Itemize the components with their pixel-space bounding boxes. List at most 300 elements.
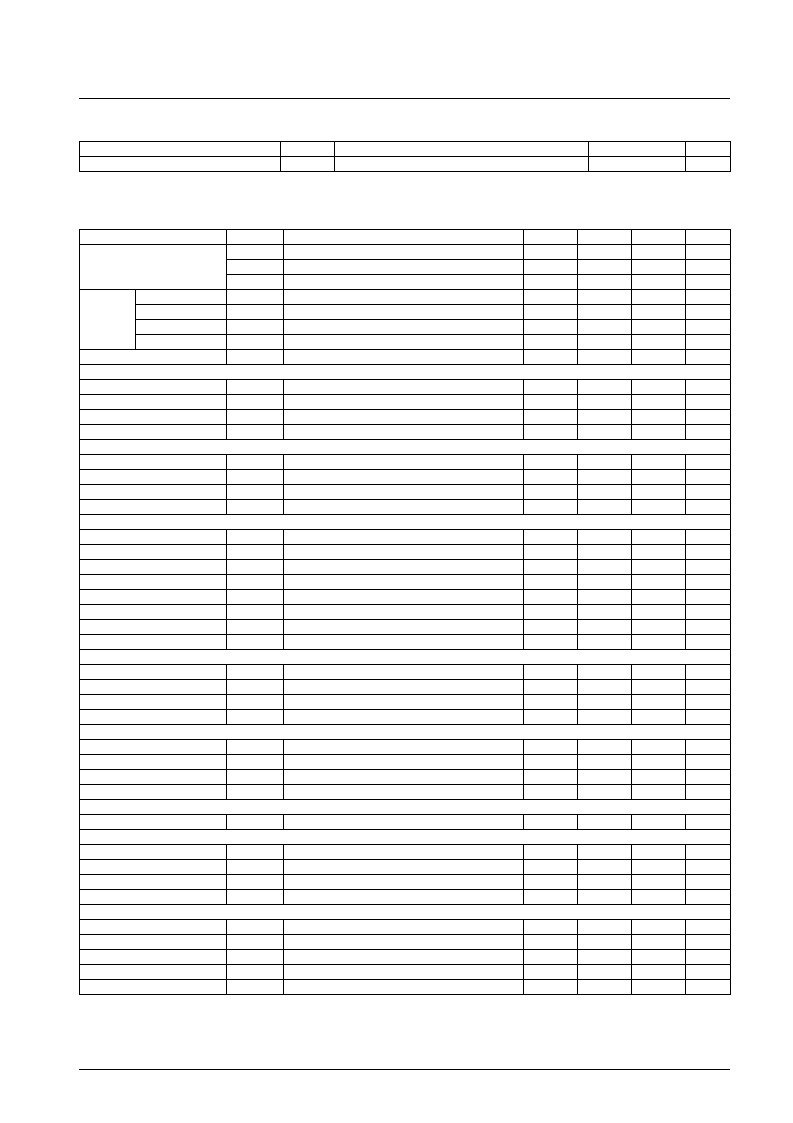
table-cell — [686, 560, 731, 575]
table-cell — [578, 710, 632, 725]
table-cell — [578, 260, 632, 275]
table-cell — [524, 605, 578, 620]
table-cell — [227, 395, 284, 410]
table-cell — [524, 410, 578, 425]
table-cell — [578, 815, 632, 830]
table-cell — [80, 905, 731, 920]
table-cell — [80, 530, 227, 545]
table-cell — [578, 680, 632, 695]
table-cell — [227, 710, 284, 725]
table-cell — [524, 275, 578, 290]
table-cell — [578, 395, 632, 410]
table-cell — [578, 290, 632, 305]
table-cell — [80, 725, 731, 740]
table-cell — [524, 455, 578, 470]
table-cell — [524, 320, 578, 335]
table-cell — [80, 350, 227, 365]
table-cell — [284, 605, 524, 620]
table-cell — [686, 845, 731, 860]
table-cell — [524, 635, 578, 650]
table-row — [80, 770, 731, 785]
table-cell — [227, 935, 284, 950]
table-cell — [284, 845, 524, 860]
table-cell — [686, 590, 731, 605]
table-cell — [284, 950, 524, 965]
table-cell — [578, 335, 632, 350]
table-cell — [80, 142, 281, 157]
table-cell — [632, 395, 686, 410]
table-cell — [284, 275, 524, 290]
table-cell — [284, 500, 524, 515]
table-cell — [524, 485, 578, 500]
table-cell — [632, 470, 686, 485]
table-cell — [284, 755, 524, 770]
table-cell — [227, 950, 284, 965]
table-cell — [632, 320, 686, 335]
table-cell — [524, 770, 578, 785]
table-cell — [578, 920, 632, 935]
table-cell — [524, 305, 578, 320]
table-row — [80, 755, 731, 770]
table-cell — [686, 350, 731, 365]
table-row — [80, 142, 731, 157]
table-cell — [686, 695, 731, 710]
table-cell — [284, 410, 524, 425]
table-cell — [632, 620, 686, 635]
table-cell — [227, 560, 284, 575]
table-cell — [632, 545, 686, 560]
table-cell — [80, 605, 227, 620]
table-cell — [284, 965, 524, 980]
table-cell — [578, 620, 632, 635]
table-row — [80, 605, 731, 620]
table-cell — [80, 710, 227, 725]
table-cell — [578, 455, 632, 470]
table-cell — [524, 815, 578, 830]
table-cell — [227, 845, 284, 860]
table-cell — [578, 635, 632, 650]
table-cell — [686, 815, 731, 830]
table-row — [80, 485, 731, 500]
table-cell — [578, 275, 632, 290]
table-cell — [284, 620, 524, 635]
table-cell — [524, 980, 578, 995]
table-cell — [686, 575, 731, 590]
table-cell — [80, 245, 227, 290]
table-row — [80, 350, 731, 365]
table-cell — [686, 410, 731, 425]
table-cell — [686, 425, 731, 440]
table-cell — [80, 470, 227, 485]
table-cell — [524, 395, 578, 410]
table-cell — [80, 560, 227, 575]
table-row — [80, 860, 731, 875]
table-row — [80, 635, 731, 650]
table-cell — [632, 455, 686, 470]
table-cell — [284, 635, 524, 650]
table-cell — [578, 935, 632, 950]
table-cell — [227, 575, 284, 590]
section-header-row — [80, 725, 731, 740]
table-cell — [524, 785, 578, 800]
table-cell — [284, 290, 524, 305]
table-cell — [578, 425, 632, 440]
table-cell — [227, 695, 284, 710]
table-cell — [686, 935, 731, 950]
table-row — [80, 410, 731, 425]
footer-rule — [79, 1069, 730, 1070]
table-row — [80, 950, 731, 965]
table-cell — [686, 245, 731, 260]
table-cell — [632, 275, 686, 290]
table-cell — [686, 290, 731, 305]
table-cell — [524, 560, 578, 575]
table-cell — [136, 335, 227, 350]
table-cell — [578, 410, 632, 425]
table-cell — [284, 695, 524, 710]
table-cell — [227, 590, 284, 605]
table-cell — [686, 755, 731, 770]
table-cell — [632, 560, 686, 575]
table-cell — [136, 320, 227, 335]
table-cell — [80, 500, 227, 515]
table-cell — [80, 650, 731, 665]
table-cell — [578, 485, 632, 500]
table-cell — [686, 275, 731, 290]
table-cell — [578, 530, 632, 545]
table-cell — [284, 530, 524, 545]
table-cell — [686, 530, 731, 545]
table-cell — [80, 755, 227, 770]
table-row — [80, 500, 731, 515]
table-cell — [80, 620, 227, 635]
table-cell — [524, 875, 578, 890]
table-cell — [578, 860, 632, 875]
table-cell — [227, 635, 284, 650]
table-cell — [524, 695, 578, 710]
table-row — [80, 157, 731, 172]
specifications-table — [79, 229, 731, 995]
table-cell — [284, 485, 524, 500]
table-cell — [632, 410, 686, 425]
table-cell — [227, 320, 284, 335]
table-cell — [632, 920, 686, 935]
table-cell — [80, 455, 227, 470]
table-cell — [632, 530, 686, 545]
table-cell — [589, 157, 686, 172]
table-cell — [284, 230, 524, 245]
table-row — [80, 875, 731, 890]
table-cell — [80, 830, 731, 845]
section-header-row — [80, 905, 731, 920]
table-cell — [227, 620, 284, 635]
table-cell — [284, 665, 524, 680]
table-row — [80, 290, 731, 305]
table-cell — [686, 500, 731, 515]
table-cell — [686, 920, 731, 935]
table-cell — [80, 695, 227, 710]
table-cell — [136, 290, 227, 305]
table-cell — [632, 380, 686, 395]
section-header-row — [80, 650, 731, 665]
table-cell — [632, 785, 686, 800]
table-cell — [80, 665, 227, 680]
table-cell — [686, 980, 731, 995]
table-cell — [524, 530, 578, 545]
table-cell — [227, 920, 284, 935]
table-cell — [686, 950, 731, 965]
table-cell — [136, 305, 227, 320]
table-cell — [524, 920, 578, 935]
table-cell — [80, 920, 227, 935]
table-cell — [284, 545, 524, 560]
table-row — [80, 785, 731, 800]
table-cell — [80, 680, 227, 695]
table-row — [80, 845, 731, 860]
table-cell — [227, 530, 284, 545]
table-cell — [335, 157, 589, 172]
table-cell — [80, 740, 227, 755]
table-cell — [227, 665, 284, 680]
table-cell — [632, 845, 686, 860]
table-cell — [578, 545, 632, 560]
table-row — [80, 965, 731, 980]
table-cell — [284, 305, 524, 320]
table-cell — [80, 785, 227, 800]
table-cell — [524, 935, 578, 950]
table-cell — [227, 815, 284, 830]
table-cell — [524, 845, 578, 860]
table-row — [80, 590, 731, 605]
table-cell — [578, 320, 632, 335]
table-row — [80, 740, 731, 755]
table-cell — [632, 950, 686, 965]
summary-table — [79, 141, 731, 172]
table-row — [80, 545, 731, 560]
table-cell — [686, 605, 731, 620]
table-cell — [632, 605, 686, 620]
table-cell — [686, 230, 731, 245]
table-cell — [578, 875, 632, 890]
table-cell — [80, 590, 227, 605]
table-cell — [80, 845, 227, 860]
table-cell — [80, 575, 227, 590]
table-cell — [578, 845, 632, 860]
table-cell — [632, 230, 686, 245]
table-cell — [578, 560, 632, 575]
table-cell — [524, 710, 578, 725]
table-cell — [284, 560, 524, 575]
table-cell — [227, 605, 284, 620]
table-cell — [578, 380, 632, 395]
table-cell — [524, 245, 578, 260]
table-cell — [227, 425, 284, 440]
table-cell — [227, 470, 284, 485]
table-cell — [524, 680, 578, 695]
table-cell — [284, 395, 524, 410]
table-row — [80, 620, 731, 635]
table-cell — [632, 245, 686, 260]
table-cell — [284, 575, 524, 590]
table-cell — [632, 500, 686, 515]
table-cell — [524, 470, 578, 485]
table-row — [80, 530, 731, 545]
table-cell — [284, 875, 524, 890]
table-cell — [284, 815, 524, 830]
table-row — [80, 380, 731, 395]
table-cell — [686, 620, 731, 635]
table-cell — [632, 665, 686, 680]
table-cell — [227, 245, 284, 260]
table-cell — [632, 815, 686, 830]
table-cell — [227, 755, 284, 770]
table-cell — [227, 785, 284, 800]
table-cell — [524, 350, 578, 365]
table-cell — [284, 740, 524, 755]
table-cell — [578, 605, 632, 620]
table-cell — [524, 620, 578, 635]
table-cell — [686, 785, 731, 800]
table-cell — [632, 695, 686, 710]
table-cell — [80, 965, 227, 980]
table-cell — [632, 980, 686, 995]
table-cell — [632, 875, 686, 890]
table-cell — [578, 755, 632, 770]
table-cell — [524, 860, 578, 875]
table-cell — [686, 380, 731, 395]
table-cell — [686, 875, 731, 890]
table-cell — [686, 320, 731, 335]
table-cell — [632, 335, 686, 350]
table-cell — [227, 860, 284, 875]
table-cell — [80, 515, 731, 530]
table-cell — [227, 260, 284, 275]
table-cell — [335, 142, 589, 157]
table-cell — [686, 860, 731, 875]
table-cell — [632, 350, 686, 365]
table-cell — [80, 410, 227, 425]
table-cell — [80, 545, 227, 560]
table-cell — [578, 575, 632, 590]
table-row — [80, 935, 731, 950]
table-cell — [686, 965, 731, 980]
section-header-row — [80, 800, 731, 815]
table-cell — [686, 680, 731, 695]
table-cell — [578, 980, 632, 995]
table-cell — [524, 665, 578, 680]
table-row — [80, 320, 731, 335]
table-cell — [578, 350, 632, 365]
table-cell — [686, 665, 731, 680]
table-cell — [284, 935, 524, 950]
table-cell — [632, 290, 686, 305]
table-cell — [284, 890, 524, 905]
table-cell — [227, 335, 284, 350]
table-cell — [227, 740, 284, 755]
table-cell — [227, 275, 284, 290]
table-cell — [284, 680, 524, 695]
table-row — [80, 470, 731, 485]
table-cell — [227, 410, 284, 425]
table-row — [80, 305, 731, 320]
table-header-row — [80, 230, 731, 245]
table-cell — [284, 920, 524, 935]
table-cell — [80, 635, 227, 650]
table-cell — [578, 245, 632, 260]
table-cell — [284, 860, 524, 875]
table-cell — [227, 545, 284, 560]
table-cell — [284, 980, 524, 995]
table-cell — [686, 890, 731, 905]
table-cell — [80, 875, 227, 890]
table-row — [80, 425, 731, 440]
table-cell — [686, 485, 731, 500]
table-cell — [284, 350, 524, 365]
table-row — [80, 680, 731, 695]
table-cell — [632, 425, 686, 440]
table-cell — [686, 260, 731, 275]
table-cell — [80, 425, 227, 440]
table-cell — [227, 350, 284, 365]
table-cell — [524, 290, 578, 305]
table-cell — [80, 980, 227, 995]
table-cell — [632, 755, 686, 770]
table-cell — [578, 590, 632, 605]
table-row — [80, 695, 731, 710]
table-cell — [80, 860, 227, 875]
table-cell — [578, 965, 632, 980]
table-cell — [686, 142, 731, 157]
table-cell — [632, 740, 686, 755]
table-cell — [578, 785, 632, 800]
table-cell — [524, 965, 578, 980]
table-cell — [80, 815, 227, 830]
table-cell — [524, 890, 578, 905]
table-cell — [632, 680, 686, 695]
table-cell — [227, 230, 284, 245]
table-cell — [686, 305, 731, 320]
table-cell — [589, 142, 686, 157]
table-cell — [524, 230, 578, 245]
table-row — [80, 245, 731, 260]
table-cell — [632, 260, 686, 275]
table-cell — [578, 500, 632, 515]
table-cell — [80, 230, 227, 245]
table-cell — [524, 755, 578, 770]
table-row — [80, 560, 731, 575]
table-cell — [227, 500, 284, 515]
table-cell — [686, 635, 731, 650]
table-cell — [632, 485, 686, 500]
table-cell — [524, 380, 578, 395]
table-cell — [524, 740, 578, 755]
table-row — [80, 335, 731, 350]
table-cell — [80, 395, 227, 410]
table-cell — [284, 335, 524, 350]
table-cell — [686, 455, 731, 470]
table-cell — [227, 680, 284, 695]
table-cell — [524, 425, 578, 440]
section-header-row — [80, 440, 731, 455]
table-cell — [80, 380, 227, 395]
table-cell — [284, 785, 524, 800]
table-cell — [686, 770, 731, 785]
table-cell — [281, 142, 335, 157]
table-cell — [632, 935, 686, 950]
table-cell — [80, 485, 227, 500]
table-cell — [578, 695, 632, 710]
table-cell — [80, 157, 281, 172]
